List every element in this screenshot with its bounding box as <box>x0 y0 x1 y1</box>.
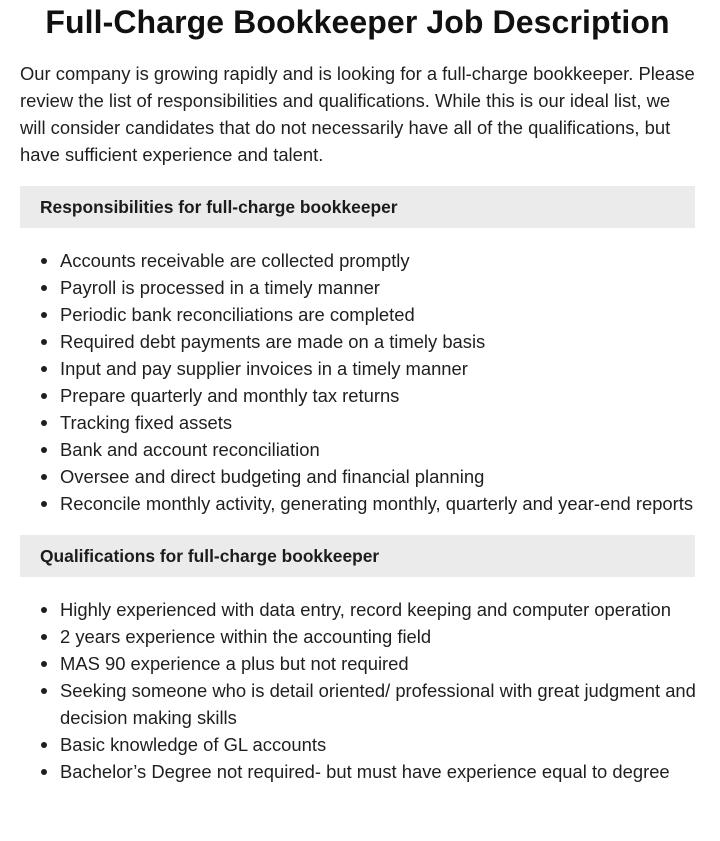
bullet-icon <box>41 634 47 640</box>
list-item-text: Tracking fixed assets <box>60 412 233 433</box>
bullet-icon <box>41 312 47 318</box>
bullet-icon <box>41 661 47 667</box>
list-item-text: Prepare quarterly and monthly tax returns <box>60 385 400 406</box>
responsibilities-heading: Responsibilities for full-charge bookkeeper <box>20 186 695 228</box>
list-item-text: Bachelor’s Degree not required- but must have experience equal to degree <box>60 761 670 782</box>
bullet-icon <box>41 447 47 453</box>
bullet-icon <box>41 393 47 399</box>
list-item-text: Required debt payments are made on a timely basis <box>60 331 486 352</box>
bullet-icon <box>41 366 47 372</box>
list-item-text: Highly experienced with data entry, record keeping and computer operation <box>60 599 671 620</box>
bullet-icon <box>41 339 47 345</box>
list-item <box>20 247 700 274</box>
list-item <box>20 382 700 409</box>
list-item <box>20 731 700 758</box>
list-item <box>20 301 700 328</box>
responsibilities-list <box>20 247 695 517</box>
bullet-icon <box>41 607 47 613</box>
list-item-text: Input and pay supplier invoices in a timely manner <box>60 358 468 379</box>
bullet-icon <box>41 420 47 426</box>
list-item-text: Reconcile monthly activity, generating monthly, quarterly and year-end reports <box>60 493 694 514</box>
list-item <box>20 596 700 623</box>
bullet-icon <box>41 742 47 748</box>
bullet-icon <box>41 285 47 291</box>
list-item <box>20 463 700 490</box>
list-item-text: Oversee and direct budgeting and financial planning <box>60 466 485 487</box>
list-item <box>20 409 700 436</box>
bullet-icon <box>41 258 47 264</box>
intro-paragraph: Our company is growing rapidly and is looking for a full-charge bookkeeper. Please review the list of responsibilities and qualifications. While this is our ideal list, we will consider candidates that do not necessarily have all of the qualifications, but have sufficient experience and talent. <box>20 63 695 165</box>
list-item <box>20 650 700 677</box>
list-item-text: Payroll is processed in a timely manner <box>60 277 380 298</box>
qualifications-list <box>20 596 695 785</box>
list-item-text: Bank and account reconciliation <box>60 439 320 460</box>
qualifications-heading: Qualifications for full-charge bookkeeper <box>20 535 695 577</box>
list-item <box>20 677 700 731</box>
list-item-text: MAS 90 experience a plus but not required <box>60 653 409 674</box>
list-item <box>20 436 700 463</box>
bullet-icon <box>41 769 47 775</box>
list-item <box>20 328 700 355</box>
list-item <box>20 490 700 517</box>
list-item-text: Periodic bank reconciliations are completed <box>60 304 415 325</box>
bullet-icon <box>41 474 47 480</box>
list-item-text: Accounts receivable are collected promptly <box>60 250 410 271</box>
list-item <box>20 355 700 382</box>
bullet-icon <box>41 688 47 694</box>
list-item <box>20 758 700 785</box>
bullet-icon <box>41 501 47 507</box>
list-item <box>20 623 700 650</box>
list-item-text: Basic knowledge of GL accounts <box>60 734 327 755</box>
list-item-text: 2 years experience within the accounting field <box>60 626 432 647</box>
list-item-text: Seeking someone who is detail oriented/ professional with great judgment and decision making skills <box>60 680 696 728</box>
list-item <box>20 274 700 301</box>
page-title: Full-Charge Bookkeeper Job Description <box>45 4 670 40</box>
